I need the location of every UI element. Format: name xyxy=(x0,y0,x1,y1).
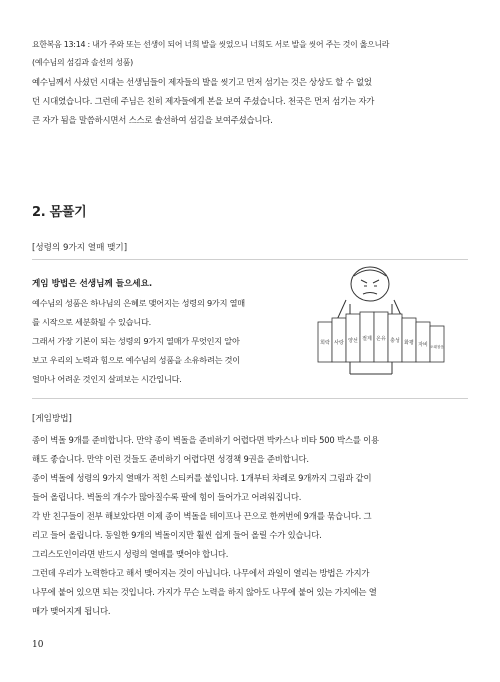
brick-lifting-illustration xyxy=(316,264,466,384)
section-label: [성령의 9가지 열매 맺기] xyxy=(32,243,128,253)
brick-label-6: 충성 xyxy=(390,338,400,344)
method-line-8: 그런데 우리가 노력한다고 해서 맺어지는 것이 아닙니다. 나무에서 과일이 열리는 방법은 가지가 xyxy=(32,568,370,578)
method-line-3: 종이 벽돌에 성령의 9가지 열매가 적힌 스티커를 붙입니다. 1개부터 차례로 9개까지 그림과 같이 xyxy=(32,473,372,483)
scripture-line-3: 큰 자가 됨을 말씀하시면서 스스로 솔선하여 섬김을 보여주셨습니다. xyxy=(32,115,273,125)
method-line-9: 나무에 붙어 있으면 되는 것입니다. 가지가 무슨 노력을 하지 않아도 나무에 붙어 있는 가지에는 열 xyxy=(32,587,377,597)
brick-label-4: 절제 xyxy=(362,336,372,342)
section-heading: 2. 몸풀기 xyxy=(32,205,87,220)
game-intro-bold: 게임 방법은 선생님께 들으세요. xyxy=(32,279,153,289)
scripture-verse: 요한복음 13:14 : 내가 주와 또는 선생이 되어 너희 발을 씻었으니 너희도 서로 발을 씻어 주는 것이 옳으니라 xyxy=(32,40,390,49)
method-line-4: 들어 올립니다. 벽돌의 개수가 많아질수록 팔에 힘이 들어가고 어려워집니다. xyxy=(32,492,302,502)
brick-label-9: 오래참음 xyxy=(430,345,444,349)
method-line-6: 리고 들어 올립니다. 동일한 9개의 벽돌이지만 훨씬 쉽게 들어 올릴 수가 있습니다. xyxy=(32,530,322,540)
brick-label-5: 온유 xyxy=(376,336,386,342)
section-divider xyxy=(32,259,468,260)
game-intro-line-3: 그래서 가장 기본이 되는 성령의 9가지 열매가 무엇인지 알아 xyxy=(32,336,240,346)
brick-label-3: 양선 xyxy=(348,338,358,344)
brick-label-8: 자비 xyxy=(418,342,428,348)
scripture-line-1: 예수님께서 사셨던 시대는 선생님들이 제자들의 발을 씻기고 먼저 섬기는 것은 상상도 할 수 없었 xyxy=(32,77,372,87)
method-line-2: 해도 좋습니다. 만약 이런 것들도 준비하기 어렵다면 성경책 9권을 준비합니다. xyxy=(32,454,309,464)
method-label: [게임방법] xyxy=(32,414,72,424)
game-intro-text xyxy=(32,294,312,389)
method-line-1: 종이 벽돌 9개를 준비합니다. 만약 종이 벽돌을 준비하기 어렵다면 박카스나 비타 500 박스를 이용 xyxy=(32,435,379,445)
person-head xyxy=(351,267,389,301)
game-intro-line-4: 보고 우리의 노력과 힘으로 예수님의 성품을 소유하려는 것이 xyxy=(32,355,240,365)
game-intro-line-1: 예수님의 성품은 하나님의 은혜로 맺어지는 성령의 9가지 열매 xyxy=(32,298,245,308)
brick-label-2: 사랑 xyxy=(334,340,344,346)
scripture-subtitle: (예수님의 섬김과 솔선의 성품) xyxy=(32,58,133,67)
method-line-7: 그리스도인이라면 반드시 성령의 열매를 맺어야 합니다. xyxy=(32,549,229,559)
scripture-line-2: 던 시대였습니다. 그런데 주님은 친히 제자들에게 본을 보여 주셨습니다. 천국은 먼저 섬기는 자가 xyxy=(32,96,375,106)
brick-label-7: 화평 xyxy=(404,340,414,346)
page-number: 10 xyxy=(32,640,44,650)
game-intro-line-2: 를 시작으로 세분화될 수 있습니다. xyxy=(32,317,151,327)
method-divider xyxy=(32,398,468,399)
brick-label-1: 희락 xyxy=(320,340,330,346)
method-line-10: 매가 맺어지게 됩니다. xyxy=(32,606,111,616)
method-line-5: 각 반 친구들이 전부 해보았다면 이제 종이 벽돌을 테이프나 끈으로 한꺼번에 9개를 묶습니다. 그 xyxy=(32,511,372,521)
brick-9 xyxy=(430,326,444,362)
game-intro-line-5: 얼마나 어려운 것인지 살펴보는 시간입니다. xyxy=(32,374,182,384)
